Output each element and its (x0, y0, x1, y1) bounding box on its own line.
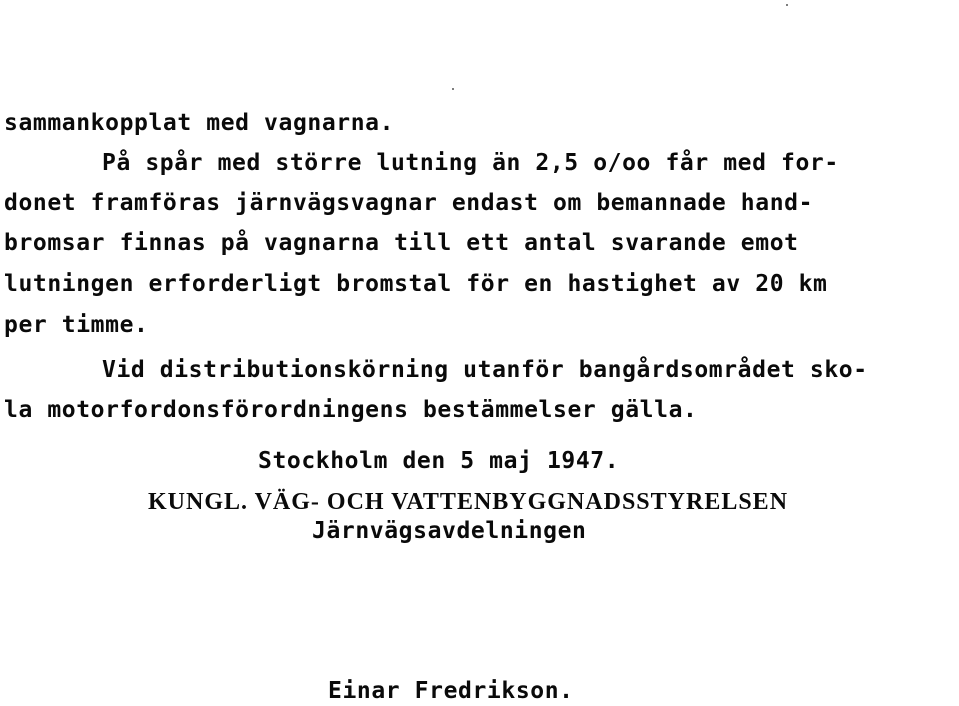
scan-speck (786, 4, 788, 6)
body-line-8: la motorfordonsförordningens bestämmelser gälla. (4, 397, 698, 423)
body-line-4: bromsar finnas på vagnarna till ett antal svarande emot (4, 230, 799, 256)
body-line-1: sammankopplat med vagnarna. (4, 110, 395, 136)
body-line-7: Vid distributionskörning utanför bangårdsområdet sko- (102, 357, 868, 383)
scan-speck (452, 88, 454, 90)
body-line-6: per timme. (4, 312, 149, 338)
authority-name: KUNGL. VÄG- OCH VATTENBYGGNADSSTYRELSEN (148, 489, 789, 515)
body-line-5: lutningen erforderligt bromstal för en hastighet av 20 km (4, 271, 828, 297)
signatory-name: Einar Fredrikson. (328, 678, 574, 704)
body-line-2: På spår med större lutning än 2,5 o/oo får med for- (102, 150, 839, 176)
place-date-line: Stockholm den 5 maj 1947. (258, 448, 620, 474)
department-name: Järnvägsavdelningen (312, 518, 587, 544)
body-line-3: donet framföras järnvägsvagnar endast om bemannade hand- (4, 190, 814, 216)
